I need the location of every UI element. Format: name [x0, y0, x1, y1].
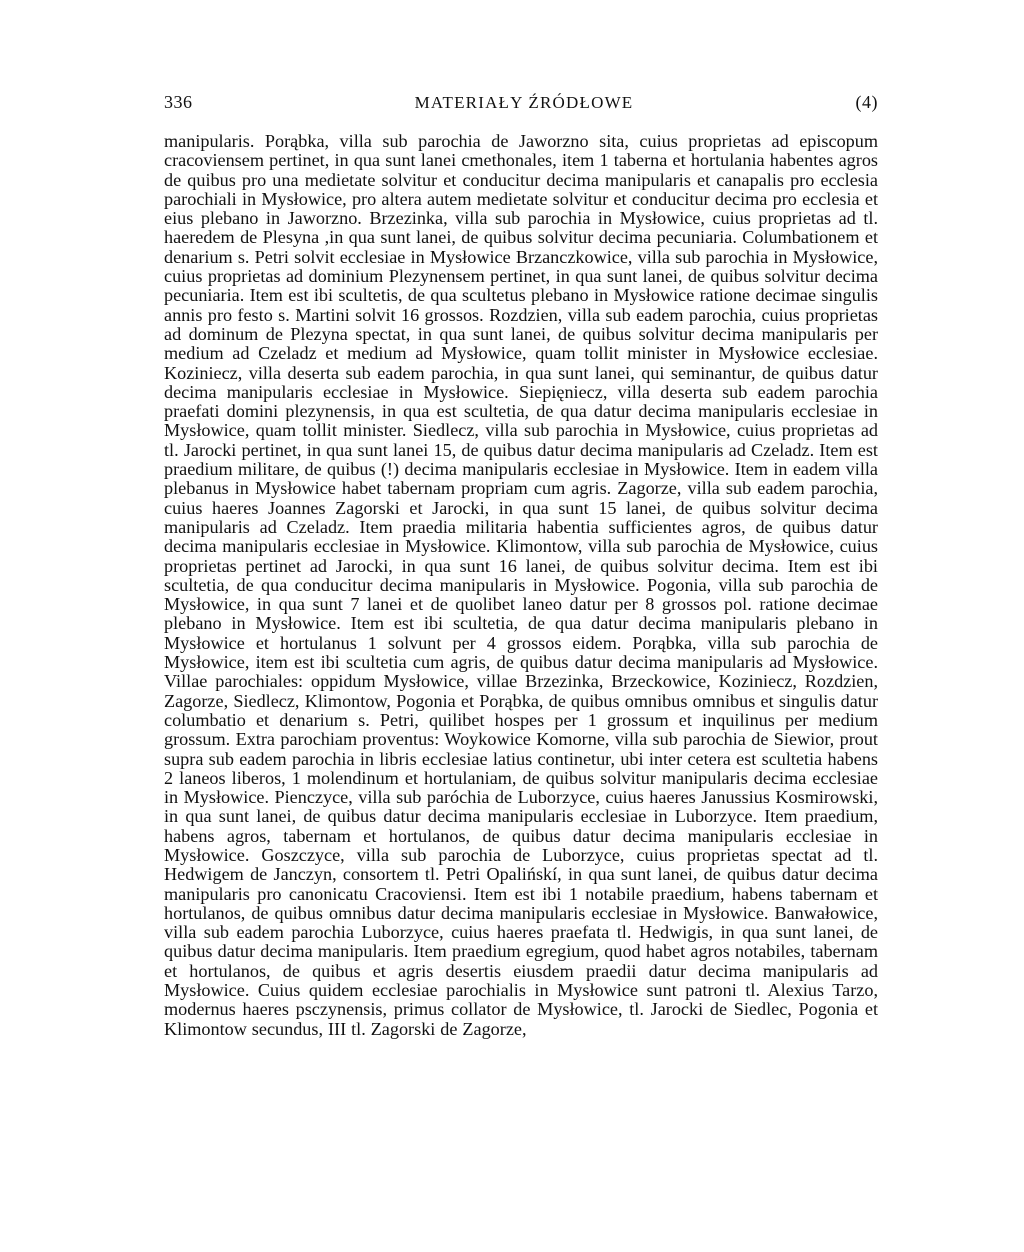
- section-number: (4): [855, 92, 878, 112]
- running-title: MATERIAŁY ŹRÓDŁOWE: [414, 93, 634, 112]
- document-page: [164, 92, 878, 1039]
- page-number: 336: [164, 92, 193, 112]
- body-paragraph: manipularis. Porąbka, villa sub parochia de Jaworzno sita, cuius proprietas ad episcopum cracoviensem pertinet, in qua sunt lanei cmethonales, item 1 taberna et hortulania habentes agros de quibus pro una medietate solvitur et conducitur decima manipularis et canapalis pro ecclesia parochiali in Mysłowice, pro altera autem medietate solvitur et conducitur decima pro ecclesia et eius plebano in Jaworzno. Brzezinka, villa sub parochia in Mysłowice, cuius proprietas ad tl. haeredem de Plesyna ,in qua sunt lanei, de quibus solvitur decima pecuniaria. Columbationem et denarium s. Petri solvit ecclesiae in Mysłowice Brzanczkowice, villa sub parochia in Mysłowice, cuius proprietas ad dominium Plezynensem pertinet, in qua sunt lanei, de quibus solvitur decima pecuniaria. Item est ibi scultetis, de qua scultetus plebano in Mysłowice ratione decimae singulis annis pro festo s. Martini solvit 16 grossos. Rozdzien, villa sub eadem parochia, cuius proprietas ad dominum de Plezyna spectat, in qua sunt lanei, de quibus solvitur decima manipularis per medium ad Czeladz et medium ad Mysłowice, quam tollit minister in Mysłowice ecclesiae. Koziniecz, villa deserta sub eadem parochia, in qua sunt lanei, qui seminantur, de quibus datur decima manipularis ecclesiae in Mysłowice. Siepięniecz, villa deserta sub eadem parochia praefati domini plezynensis, in qua est scultetia, de qua datur decima manipularis ecclesiae in Mysłowice, quam tollit minister. Siedlecz, villa sub parochia in Mysłowice, cuius proprietas ad tl. Jarocki pertinet, in qua sunt lanei 15, de quibus datur decima manipularis ad Czeladz. Item est praedium militare, de quibus (!) decima manipularis ecclesiae in Mysłowice. Item in eadem villa plebanus in Mysłowice habet tabernam propriam cum agris. Zagorze, villa sub eadem parochia, cuius haeres Joannes Zagorski et Jarocki, in qua sunt 15 lanei, de quibus solvitur decima manipularis ad Czeladz. Item praedia militaria habentia sufficientes agros, de quibus datur decima manipularis ecclesiae in Mysłowice. Klimontow, villa sub parochia de Mysłowice, cuius proprietas pertinet ad Jarocki, in qua sunt 16 lanei, de quibus solvitur decima. Item est ibi scultetia, de qua conducitur decima manipularis in Mysłowice. Pogonia, villa sub parochia de Mysłowice, in qua sunt 7 lanei et de quolibet laneo datur per 8 grossos pol. ratione decimae plebano in Mysłowice. Item est ibi scultetia, de qua datur decima manipularis plebano in Mysłowice et hortulanus 1 solvunt per 4 grossos eidem. Porąbka, villa sub parochia de Mysłowice, item est ibi scultetia cum agris, de quibus datur decima manipularis ad Mysłowice. Villae parochiales: oppidum Mysłowice, villae Brzezinka, Brzeckowice, Koziniecz, Rozdzien, Zagorze, Siedlecz, Klimontow, Pogonia et Porąbka, de quibus omnibus omnibus et singulis datur columbatio et denarium s. Petri, quilibet hospes per 1 grossum et inquilinus per medium grossum. Extra parochiam proventus: Woykowice Komorne, villa sub parochia de Siewior, prout supra sub eadem parochia in libris ecclesiae latius continetur, ubi inter cetera est scultetia habens 2 laneos liberos, 1 molendinum et hortulaniam, de quibus solvitur manipularis decima ecclesiae in Mysłowice. Pienczyce, villa sub paróchia de Luborzyce, cuius haeres Janussius Kosmirowski, in qua sunt lanei, de quibus datur decima manipularis ecclesiae in Luborzyce. Item praedium, habens agros, tabernam et hortulanos, de quibus datur decima manipularis ecclesiae in Mysłowice. Goszczyce, villa sub parochia de Luborzyce, cuius proprietas spectat ad tl. Hedwigem de Janczyn, consortem tl. Petri Opalińskí, in qua sunt lanei, de quibus datur decima manipularis pro canonicatu Cracoviensi. Item est ibi 1 notabile praedium, habens tabernam et hortulanos, de quibus omnibus datur decima manipularis ecclesiae in Mysłowice. Banwałowice, villa sub eadem parochia Luborzyce, cuius haeres praefata tl. Hedwigis, in qua sunt lanei, de quibus datur decima manipularis. Item praedium egregium, quod habet agros notabiles, tabernam et hortulanos, de quibus et agris desertis eiusdem praedii datur decima manipularis ad Mysłowice. Cuius quidem ecclesiae parochialis in Mysłowice sunt patroni tl. Alexius Tarzo, modernus haeres psczynensis, primus collator de Mysłowice, tl. Jarocki de Siedlec, Pogonia et Klimontow secundus, III tl. Zagorski de Zagorze,: [164, 131, 878, 1039]
- running-head: [164, 92, 878, 124]
